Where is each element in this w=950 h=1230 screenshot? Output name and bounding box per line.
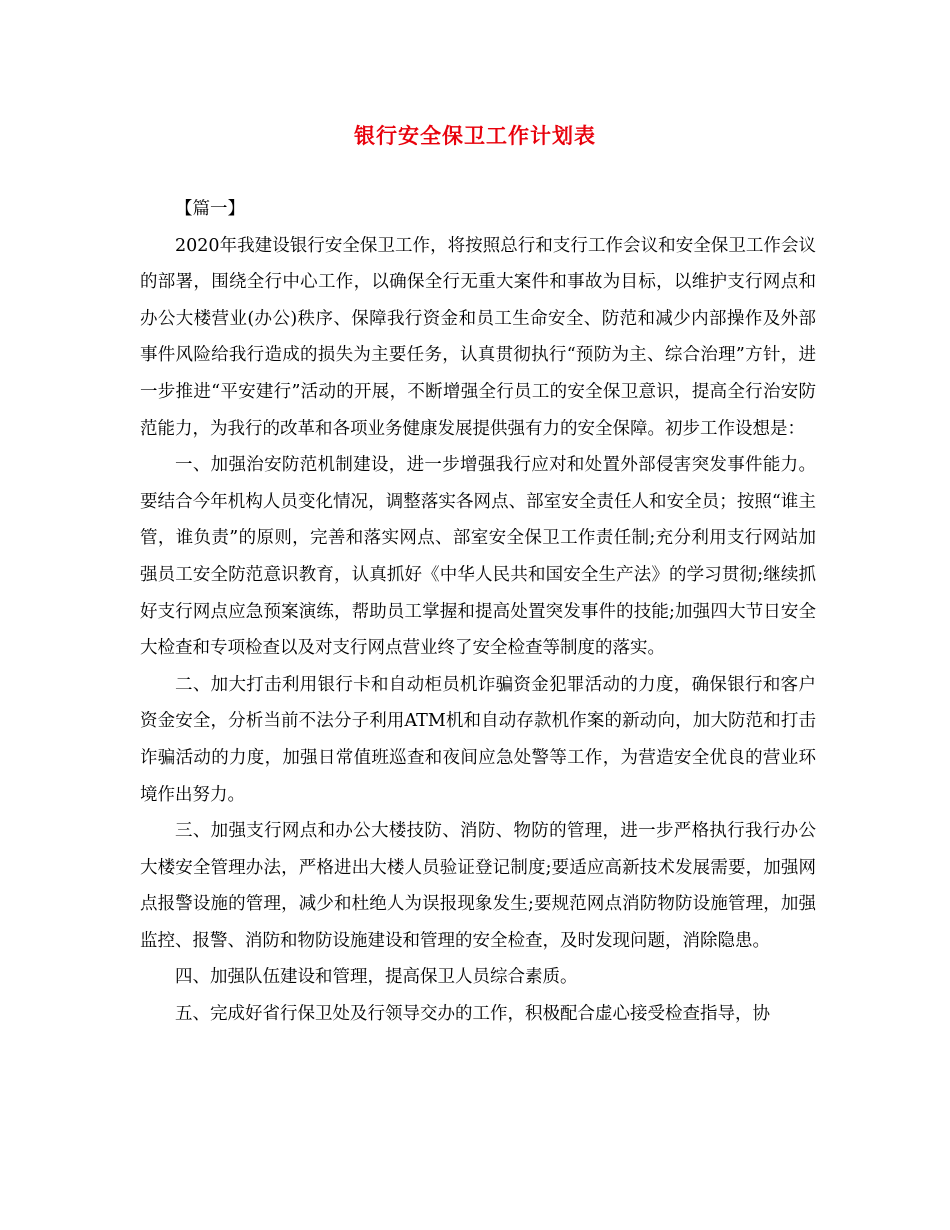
paragraph-item-4: 四、加强队伍建设和管理，提高保卫人员综合素质。 — [175, 967, 578, 988]
paragraph-item-1: 一、加强治安防范机制建设，进一步增强我行应对和处置外部侵害突发事件能力。要结合今年机构人员变化情况，调整落实各网点、部室安全责任人和安全员；按照“谁主管，谁负责”的原则，完善和落实网点、部室安全保卫工作责任制;充分利用支行网站加强员工安全防范意识教育，认真抓好《中华人民共和国安全生产法》的学习贯彻;继续抓好支行网点应急预案演练，帮助员工掌握和提高处置突发事件的技能;加强四大节日安全大检查和专项检查以及对支行网点营业终了安全检查等制度的落实。 — [140, 455, 816, 659]
paragraph-item-2: 二、加大打击利用银行卡和自动柜员机诈骗资金犯罪活动的力度，确保银行和客户资金安全，分析当前不法分子利用ATM机和自动存款机作案的新动向，加大防范和打击诈骗活动的力度，加强日常值班巡查和夜间应急处警等工作，为营造安全优良的营业环境作出努力。 — [140, 674, 816, 805]
document-title: 银行安全保卫工作计划表 — [354, 123, 596, 148]
paragraph-item-3: 三、加强支行网点和办公大楼技防、消防、物防的管理，进一步严格执行我行办公大楼安全管理办法，严格进出大楼人员验证登记制度;要适应高新技术发展需要，加强网点报警设施的管理，减少和杜绝人为误报现象发生;要规范网点消防物防设施管理，加强监控、报警、消防和物防设施建设和管理的安全检查，及时发现问题，消除隐患。 — [140, 821, 816, 951]
paragraph-intro: 2020年我建设银行安全保卫工作，将按照总行和支行工作会议和安全保卫工作会议的部署，围绕全行中心工作，以确保全行无重大案件和事故为目标，以维护支行网点和办公大楼营业(办公)秩序、保障我行资金和员工生命安全、防范和减少内部操作及外部事件风险给我行造成的损失为主要任务，认真贯彻执行“预防为主、综合治理”方针，进一步推进“平安建行”活动的开展，不断增强全行员工的安全保卫意识，提高全行治安防范能力，为我行的改革和各项业务健康发展提供强有力的安全保障。初步工作设想是： — [140, 235, 816, 439]
paragraph-item-5: 五、完成好省行保卫处及行领导交办的工作，积极配合虚心接受检查指导，协 — [175, 1004, 770, 1025]
section-label: 【篇一】 — [175, 199, 245, 219]
document-body — [140, 191, 816, 1033]
